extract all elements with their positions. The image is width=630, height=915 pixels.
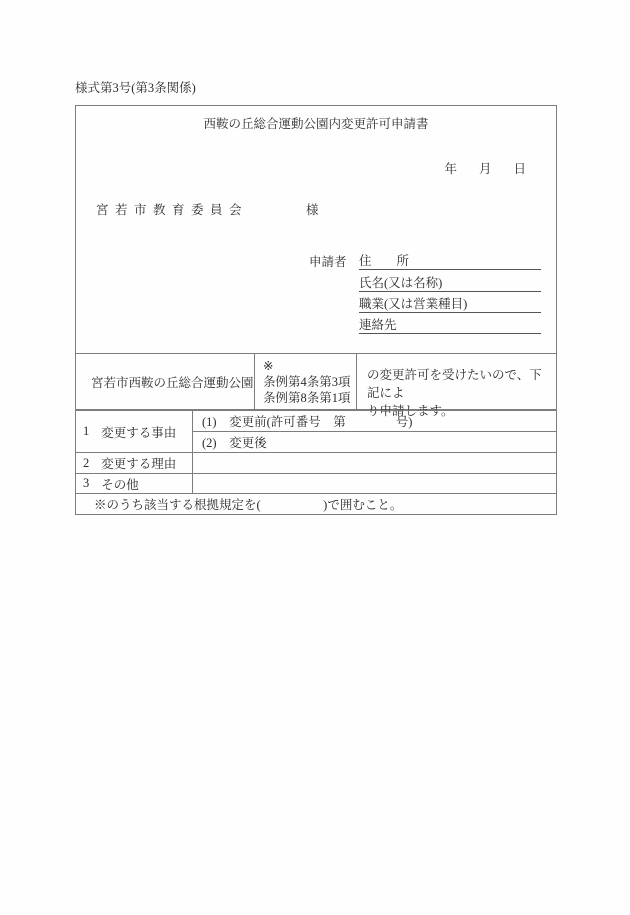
change-before-text: (1) 変更前(許可番号 第 号) (202, 415, 413, 429)
form-title: 西鞍の丘総合運動公園内変更許可申請書 (203, 117, 429, 131)
item-1-number: 1 (83, 424, 90, 438)
footnote-text: ※のうち該当する根拠規定を( )で囲むこと。 (94, 498, 403, 512)
item-1-content (193, 411, 556, 452)
address-field-label: 住 所 (359, 254, 410, 268)
item-2-number: 2 (83, 455, 90, 470)
statement-line-2: り申請します。 (367, 404, 454, 418)
statement-cell (357, 354, 556, 418)
item-2-label-cell (76, 453, 193, 473)
item-1-label: 変更する事由 (101, 425, 177, 440)
occupation-field-label: 職業(又は営業種目) (359, 297, 468, 311)
change-before-subrow (193, 411, 556, 432)
note-mark: ※ (263, 359, 274, 373)
statement-line-1: の変更許可を受けたいので、下記によ (367, 368, 542, 400)
name-field-label: 氏名(又は名称) (359, 276, 443, 290)
item-row-change-reason (76, 452, 556, 473)
applicant-address-field (359, 248, 541, 270)
date-line (444, 162, 526, 176)
item-2-blank-area (193, 453, 556, 473)
item-row-change-matter (76, 410, 556, 452)
park-name-cell (76, 354, 255, 409)
item-3-label-cell (76, 474, 193, 493)
ordinance-clause-2: 条例第8条第1項 (263, 391, 351, 405)
year-label: 年 (444, 162, 457, 176)
item-1-label-cell (76, 411, 193, 452)
addressee-name: 宮若市教育委員会 (96, 203, 249, 217)
item-3-blank-area (193, 474, 556, 493)
footnote-row (76, 493, 556, 514)
items-table (76, 410, 556, 514)
addressee-line (96, 203, 546, 217)
change-after-subrow (193, 432, 556, 452)
change-after-text: (2) 変更後 (202, 436, 267, 450)
item-3-label: その他 (101, 477, 139, 492)
month-label: 月 (478, 162, 492, 176)
applicant-name-field (359, 270, 541, 292)
application-form (75, 105, 557, 515)
park-name: 宮若市西鞍の丘総合運動公園 (91, 375, 254, 390)
applicant-label: 申請者 (309, 255, 347, 269)
item-3-number: 3 (83, 476, 90, 490)
contact-field-label: 連絡先 (359, 318, 397, 332)
item-2-label: 変更する理由 (101, 457, 177, 471)
form-code-label: 様式第3号(第3条関係) (75, 81, 196, 95)
ordinance-cell (255, 354, 357, 409)
subject-row (76, 353, 556, 418)
item-row-other (76, 473, 556, 493)
day-label: 日 (513, 162, 526, 176)
ordinance-clause-1: 条例第4条第3項 (263, 375, 351, 389)
applicant-contact-field (359, 312, 541, 334)
applicant-occupation-field (359, 291, 541, 313)
addressee-honorific: 様 (306, 203, 319, 217)
